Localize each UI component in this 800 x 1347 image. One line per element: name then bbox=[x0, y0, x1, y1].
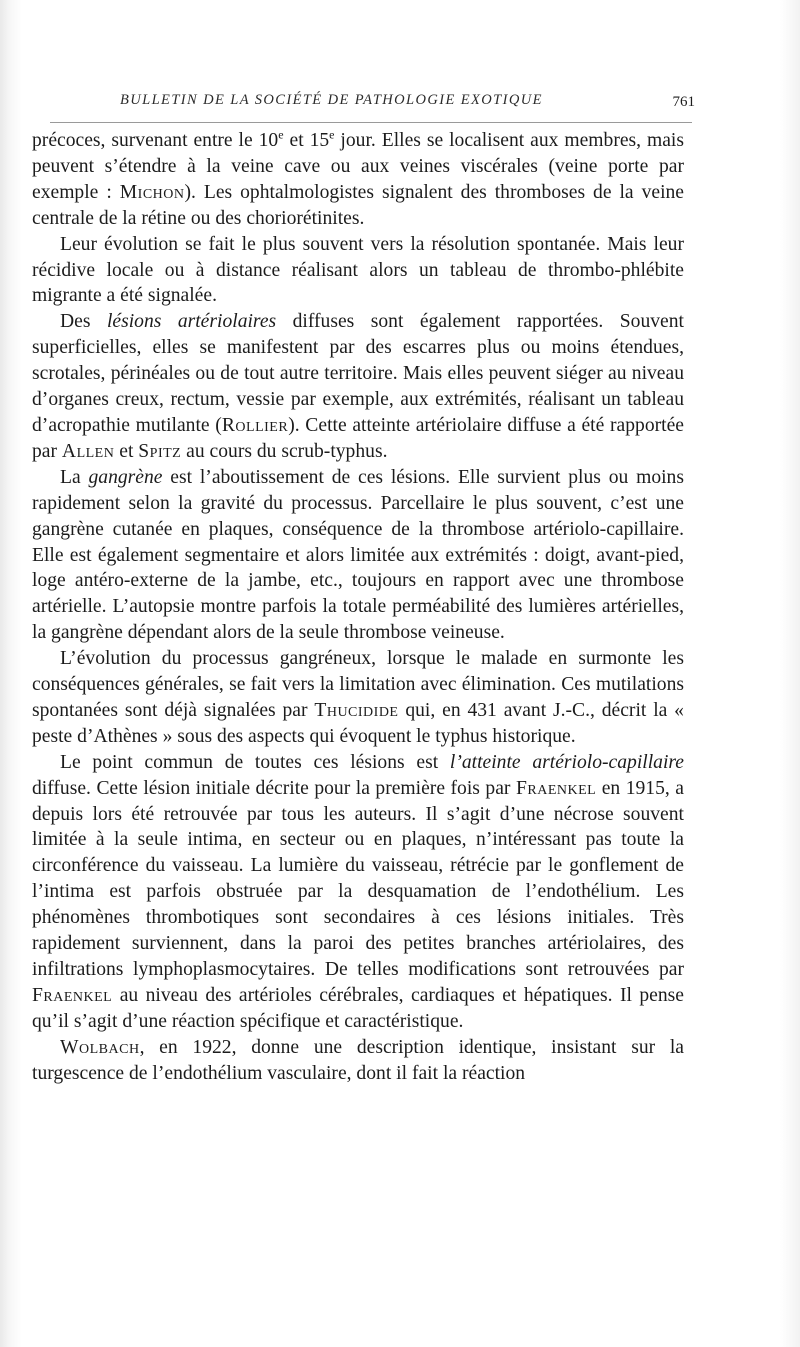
author-name: Fraenkel bbox=[32, 984, 113, 1006]
author-name: Thucidide bbox=[314, 699, 399, 721]
header-rule bbox=[50, 122, 692, 123]
superscript: e bbox=[278, 127, 284, 142]
text-run: précoces, survenant entre le 10 bbox=[32, 130, 279, 151]
text-run: qui, en 431 avant J.-C., décrit la « peste d’Athènes » sous des aspects qui évoquent le typhus historique. bbox=[32, 699, 684, 747]
italic-term: l’atteinte artériolo-capillaire bbox=[449, 751, 684, 773]
body-text bbox=[32, 128, 684, 1087]
running-title: BULLETIN DE LA SOCIÉTÉ DE PATHOLOGIE EXOTIQUE bbox=[120, 92, 543, 108]
paragraph bbox=[32, 750, 684, 1035]
italic-term: lésions artériolaires bbox=[106, 311, 277, 333]
superscript: e bbox=[329, 127, 335, 142]
paragraph bbox=[32, 465, 684, 646]
text-run: au cours du scrub-typhus. bbox=[181, 440, 388, 462]
paragraph bbox=[32, 232, 684, 310]
text-run: et bbox=[114, 440, 139, 462]
author-name: Fraenkel bbox=[515, 777, 597, 799]
paragraph bbox=[32, 1035, 684, 1087]
text-run: La bbox=[60, 466, 89, 488]
text-run: est l’aboutissement de ces lésions. Elle survient plus ou moins rapidement selon la gravité du processus. Parcellaire le plus souvent, c’est une gangrène cutanée en plaques, conséquence de la thrombose artériolo-capillaire. Elle est également segmentaire et alors limitée aux extrémités : doigt, avant-pied, loge antéro-externe de la jambe, etc., toujours en rapport avec une thrombose artérielle. L’autopsie montre parfois la totale perméabilité des lumières artérielles, la gangrène dépendant alors de la seule thrombose veineuse. bbox=[32, 466, 684, 644]
text-run: en 1915, a depuis lors été retrouvée par tous les auteurs. Il s’agit d’une nécrose souvent limitée à la seule intima, en secteur ou en plaques, n’intéressant pas toute la circonférence du vaisseau. La lumière du vaisseau, rétrécie par le gonflement de l’intima est parfois obstruée par la desquamation de l’endothélium. Les phénomènes thrombotiques sont secondaires à ces lésions initiales. Très rapidement surviennent, dans la paroi des petites branches artériolaires, des infiltrations lymphoplasmocytaires. De telles modifications sont retrouvées par bbox=[32, 777, 684, 980]
author-name: Spitz bbox=[138, 440, 182, 462]
text-run: Le point commun de toutes ces lésions est bbox=[60, 751, 450, 773]
author-name: Allen bbox=[61, 440, 115, 462]
paragraph bbox=[32, 309, 684, 464]
text-run: ). Les ophtalmologistes signalent des thromboses de la veine centrale de la rétine ou des choriorétinites. bbox=[32, 181, 685, 229]
author-name: Wolbach bbox=[60, 1036, 140, 1058]
paragraph bbox=[32, 128, 684, 232]
text-run: ). Cette atteinte artériolaire diffuse a été rapportée par bbox=[32, 414, 684, 462]
text-run: Des bbox=[60, 311, 107, 333]
italic-term: gangrène bbox=[88, 466, 163, 488]
author-name: Rollier bbox=[221, 414, 289, 436]
page-number: 761 bbox=[672, 94, 695, 110]
text-run: , en 1922, donne une description identique, insistant sur la turgescence de l’endothélium vasculaire, dont il fait la réaction bbox=[32, 1036, 684, 1084]
text-run: L’évolution du processus gangréneux, lorsque le malade en surmonte les conséquences générales, se fait vers la limitation avec élimination. Ces mutilations spontanées sont déjà signalées par bbox=[32, 648, 684, 721]
text-run: et 15 bbox=[283, 130, 330, 151]
text-run: diffuses sont également rapportées. Souvent superficielles, elles se manifestent par des escarres plus ou moins étendues, scrotales, périnéales ou de tout autre territoire. Mais elles peuvent siéger au niveau d’organes creux, rectum, vessie par exemple, aux extrémités, réalisant un tableau d’acropathie mutilante ( bbox=[32, 311, 684, 436]
author-name: Michon bbox=[119, 181, 185, 203]
paragraph bbox=[32, 646, 684, 750]
text-run: jour. Elles se localisent aux membres, mais peuvent s’étendre à la veine cave ou aux veines viscérales (veine porte par exemple : bbox=[32, 130, 685, 203]
text-run: Leur évolution se fait le plus souvent vers la résolution spontanée. Mais leur récidive locale ou à distance réalisant alors un tableau de thrombo-phlébite migrante a été signalée. bbox=[32, 233, 684, 307]
running-head bbox=[120, 86, 700, 116]
text-run: diffuse. Cette lésion initiale décrite pour la première fois par bbox=[32, 777, 516, 799]
text-run: au niveau des artérioles cérébrales, cardiaques et hépatiques. Il pense qu’il s’agit d’une réaction spécifique et caractéristique. bbox=[32, 984, 684, 1032]
